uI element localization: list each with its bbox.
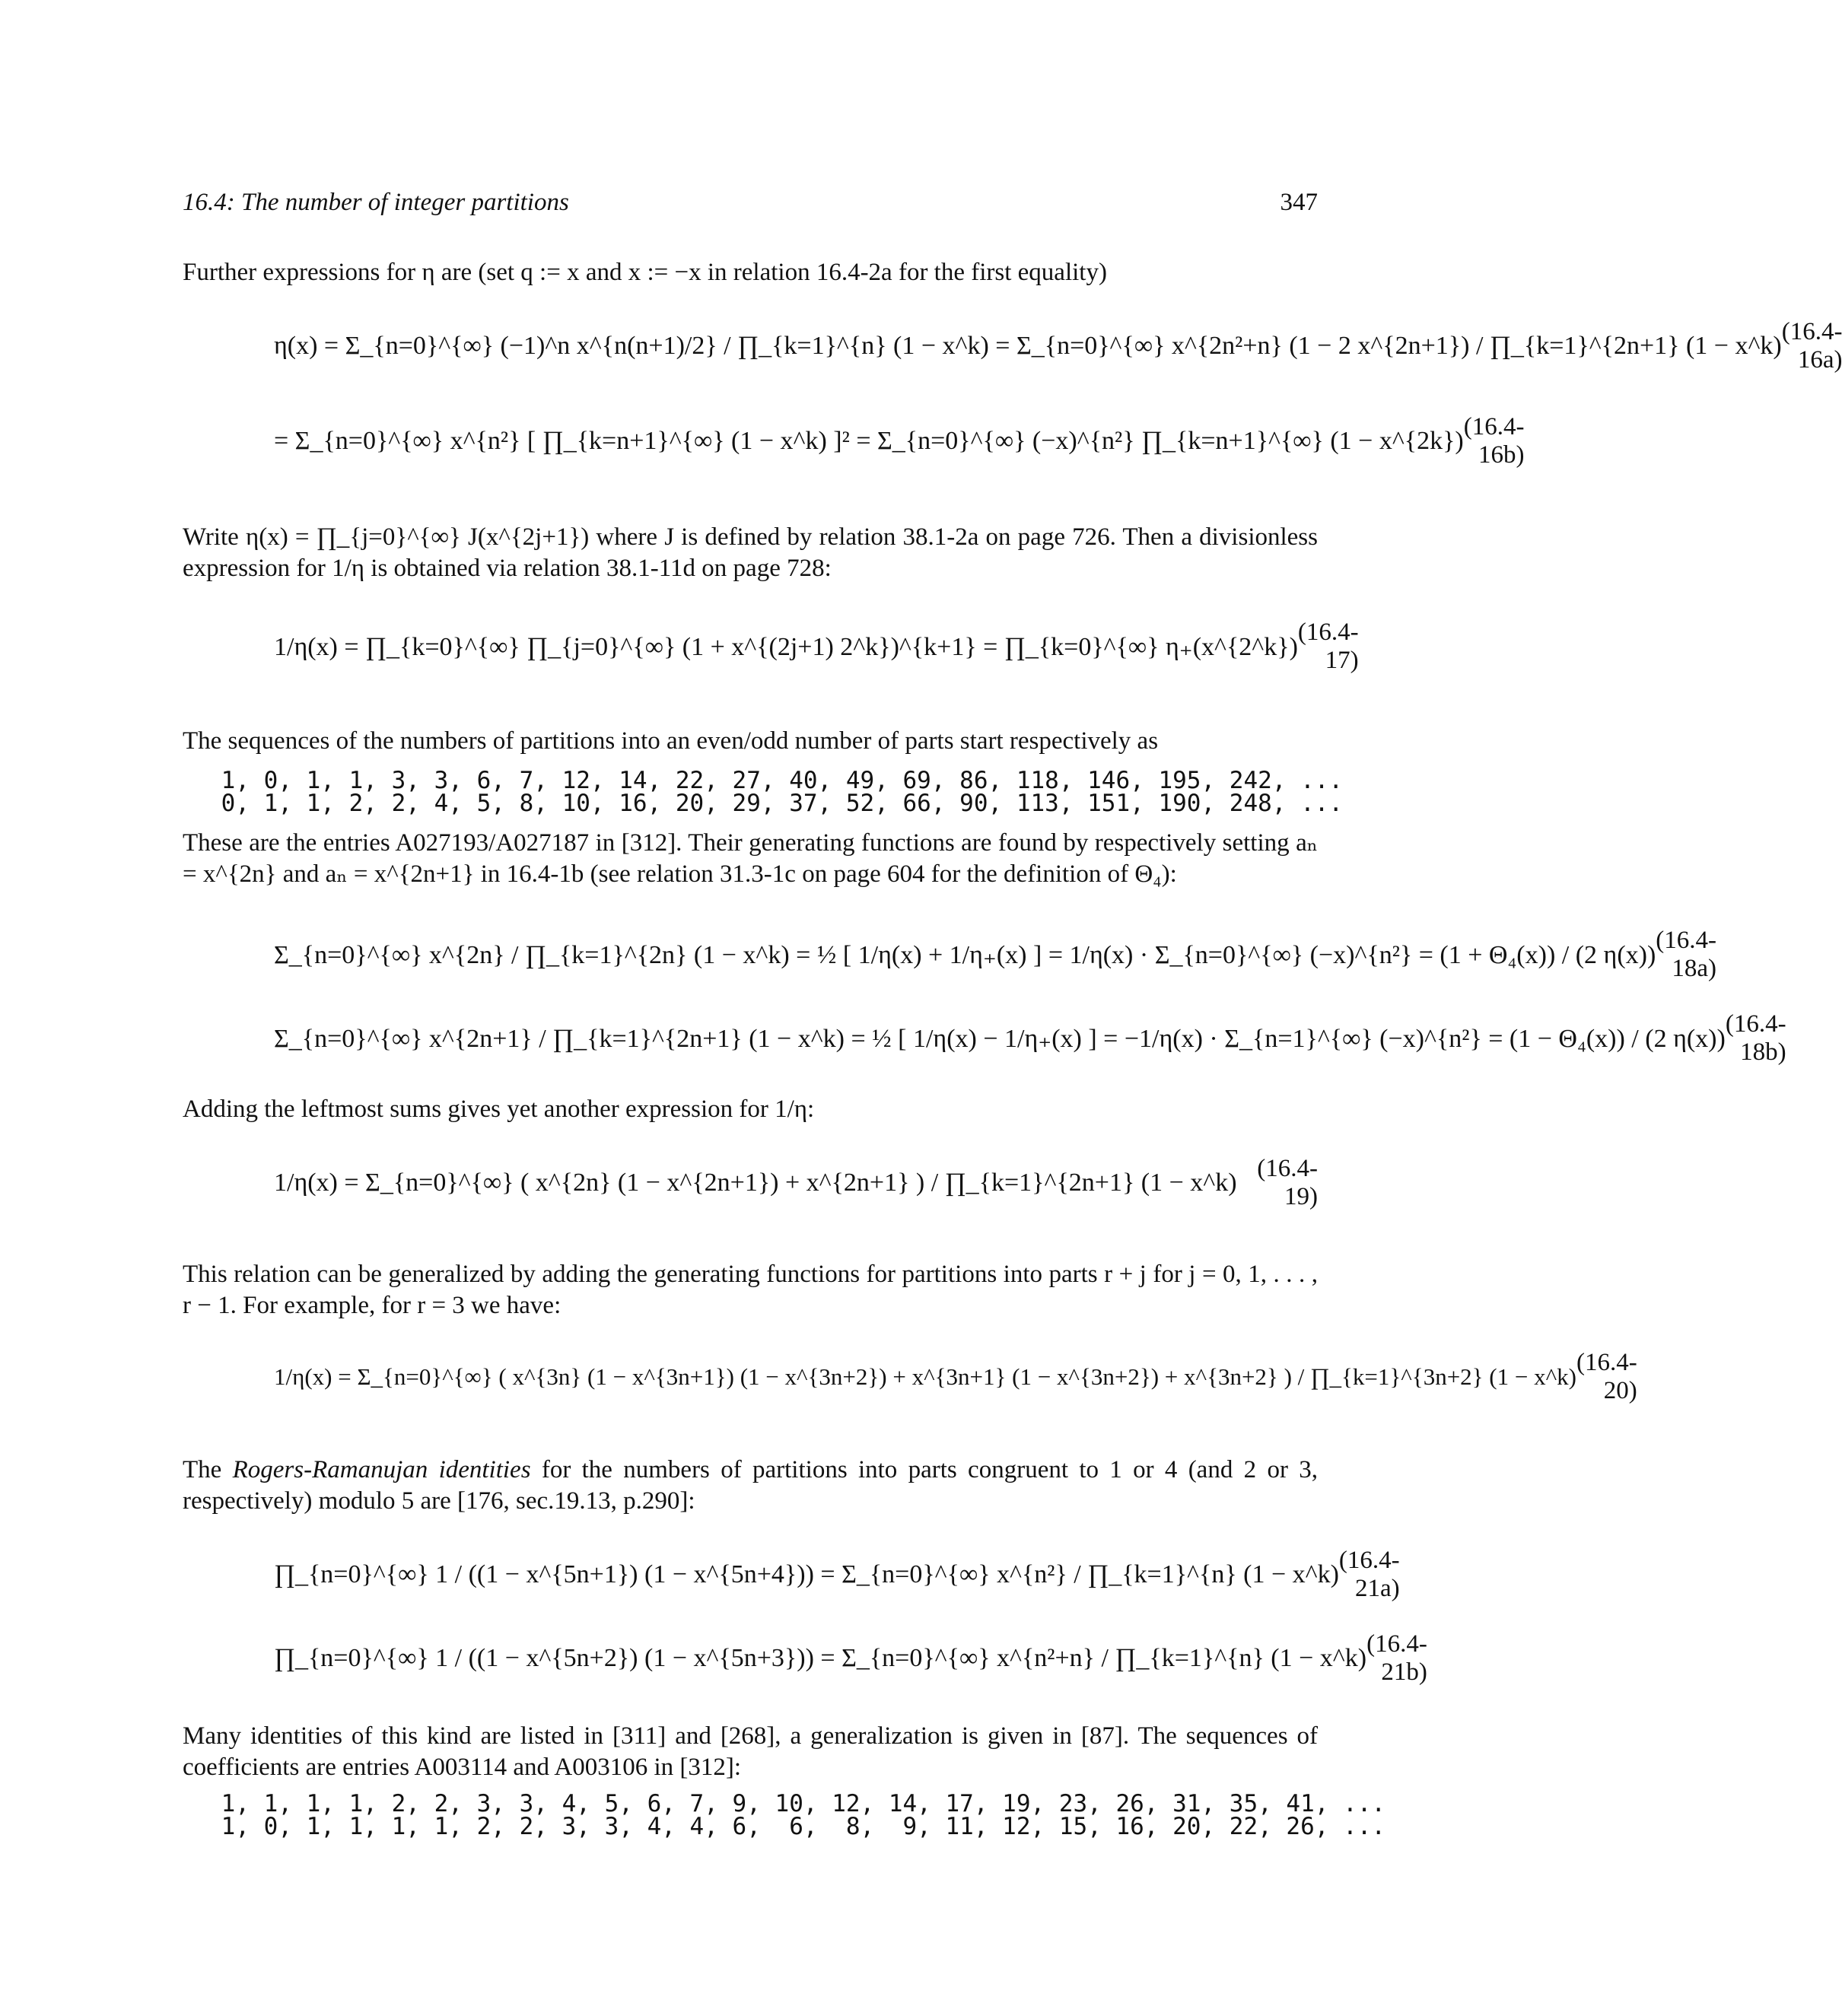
equation-body: Σ_{n=0}^{∞} x^{2n+1} / ∏_{k=1}^{2n+1} (1 − x^k) = ½ [ 1/η(x) − 1/η₊(x) ] = −1/η(x) · Σ_{n=1}^{∞} (−x)^{n²} = (1 − Θ₄(x)) / (2 η(x)) (274, 1025, 1726, 1053)
paragraph-7-lead: The (183, 1456, 233, 1483)
paragraph-3: The sequences of the numbers of partitions into an even/odd number of parts start respectively as (183, 727, 1159, 755)
sequence-a003106: 1, 0, 1, 1, 1, 1, 2, 2, 3, 3, 4, 4, 6, 6, 8, 9, 11, 12, 15, 16, 20, 22, 26, ... (207, 1813, 1386, 1840)
paragraph-2: Write η(x) = ∏_{j=0}^{∞} J(x^{2j+1}) where J is defined by relation 38.1-2a on page 726. Then a divisionless expression for 1/η is obtained via relation 38.1-11d on page 728: (183, 523, 1318, 582)
paragraph-4: These are the entries A027193/A027187 in [312]. Their generating functions are found by respectively setting aₙ = x^{2n} and aₙ = x^{2n+1} in 16.4-1b (see relation 31.3-1c on page 604 for the definition of Θ₄): (183, 829, 1318, 888)
equation-body: ∏_{n=0}^{∞} 1 / ((1 − x^{5n+1}) (1 − x^{5n+4})) = Σ_{n=0}^{∞} x^{n²} / ∏_{k=1}^{n} (1 − x^k) (274, 1560, 1339, 1588)
equation-16-4-18a (274, 917, 1717, 993)
equation-tag: (16.4-20) (1576, 1349, 1637, 1404)
paragraph-1: Further expressions for η are (set q := x and x := −x in relation 16.4-2a for the first equality) (183, 259, 1107, 286)
equation-body: 1/η(x) = Σ_{n=0}^{∞} ( x^{3n} (1 − x^{3n+1}) (1 − x^{3n+2}) + x^{3n+1} (1 − x^{3n+2}) + x^{3n+2} ) / ∏_{k=1}^{3n+2} (1 − x^k) (274, 1363, 1576, 1390)
equation-tag: (16.4-19) (1257, 1155, 1318, 1210)
equation-16-4-21b (274, 1620, 1427, 1696)
equation-body: = Σ_{n=0}^{∞} x^{n²} [ ∏_{k=n+1}^{∞} (1 − x^k) ]² = Σ_{n=0}^{∞} (−x)^{n²} ∏_{k=n+1}^{∞} (1 − x^{2k}) (274, 427, 1464, 455)
sequence-odd-parts: 0, 1, 1, 2, 2, 4, 5, 8, 10, 16, 20, 29, 37, 52, 66, 90, 113, 151, 190, 248, ... (207, 790, 1344, 817)
page-number: 347 (1280, 189, 1318, 216)
equation-16-4-21a (274, 1537, 1400, 1613)
equation-body: η(x) = Σ_{n=0}^{∞} (−1)^n x^{n(n+1)/2} / ∏_{k=1}^{n} (1 − x^k) = Σ_{n=0}^{∞} x^{2n²+n} (1 − 2 x^{2n+1}) / ∏_{k=1}^{2n+1} (1 − x^k) (274, 332, 1782, 360)
equation-tag: (16.4-17) (1297, 618, 1359, 674)
paragraph-6: This relation can be generalized by adding the generating functions for partitions into parts r + j for j = 0, 1, . . . , r − 1. For example, for r = 3 we have: (183, 1261, 1318, 1319)
equation-tag: (16.4-18a) (1656, 927, 1717, 982)
equation-tag: (16.4-16b) (1463, 413, 1525, 469)
equation-body: ∏_{n=0}^{∞} 1 / ((1 − x^{5n+2}) (1 − x^{5n+3})) = Σ_{n=0}^{∞} x^{n²+n} / ∏_{k=1}^{n} (1 − x^k) (274, 1644, 1367, 1672)
paragraph-7 (183, 1455, 1318, 1517)
equation-16-4-18b (274, 1000, 1786, 1076)
equation-16-4-19 (274, 1145, 1318, 1221)
sequence-a003114: 1, 1, 1, 1, 2, 2, 3, 3, 4, 5, 6, 7, 9, 10, 12, 14, 17, 19, 23, 26, 31, 35, 41, ... (207, 1790, 1386, 1817)
equation-tag: (16.4-21a) (1338, 1547, 1400, 1602)
sequence-even-parts: 1, 0, 1, 1, 3, 3, 6, 7, 12, 14, 22, 27, 40, 49, 69, 86, 118, 146, 195, 242, ... (207, 767, 1344, 794)
paragraph-8: Many identities of this kind are listed in [311] and [268], a generalization is given in [87]. The sequences of coefficients are entries A003114 and A003106 in [312]: (183, 1722, 1318, 1781)
paragraph-5: Adding the leftmost sums gives yet another expression for 1/η: (183, 1095, 815, 1123)
equation-tag: (16.4-16a) (1781, 318, 1842, 374)
equation-body: 1/η(x) = Σ_{n=0}^{∞} ( x^{2n} (1 − x^{2n+1}) + x^{2n+1} ) / ∏_{k=1}^{2n+1} (1 − x^k) (274, 1169, 1237, 1197)
equation-tag: (16.4-21b) (1366, 1630, 1427, 1686)
equation-16-4-20 (274, 1339, 1637, 1415)
equation-tag: (16.4-18b) (1725, 1010, 1786, 1066)
equation-16-4-17 (274, 609, 1359, 685)
section-header: 16.4: The number of integer partitions (183, 189, 569, 216)
equation-16-4-16b (274, 403, 1525, 479)
equation-body: 1/η(x) = ∏_{k=0}^{∞} ∏_{j=0}^{∞} (1 + x^{(2j+1) 2^k})^{k+1} = ∏_{k=0}^{∞} η₊(x^{2^k}) (274, 633, 1298, 661)
equation-body: Σ_{n=0}^{∞} x^{2n} / ∏_{k=1}^{2n} (1 − x^k) = ½ [ 1/η(x) + 1/η₊(x) ] = 1/η(x) · Σ_{n=0}^{∞} (−x)^{n²} = (1 + Θ₄(x)) / (2 η(x)) (274, 941, 1656, 969)
paragraph-7-rest: for the numbers of partitions into parts congruent to 1 or 4 (and 2 or 3, respectively) modulo 5 are [176, sec.19.13, p.290]: (183, 1456, 1318, 1515)
equation-16-4-16a (274, 312, 1842, 380)
rogers-ramanujan-term: Rogers-Ramanujan identities (232, 1456, 531, 1483)
